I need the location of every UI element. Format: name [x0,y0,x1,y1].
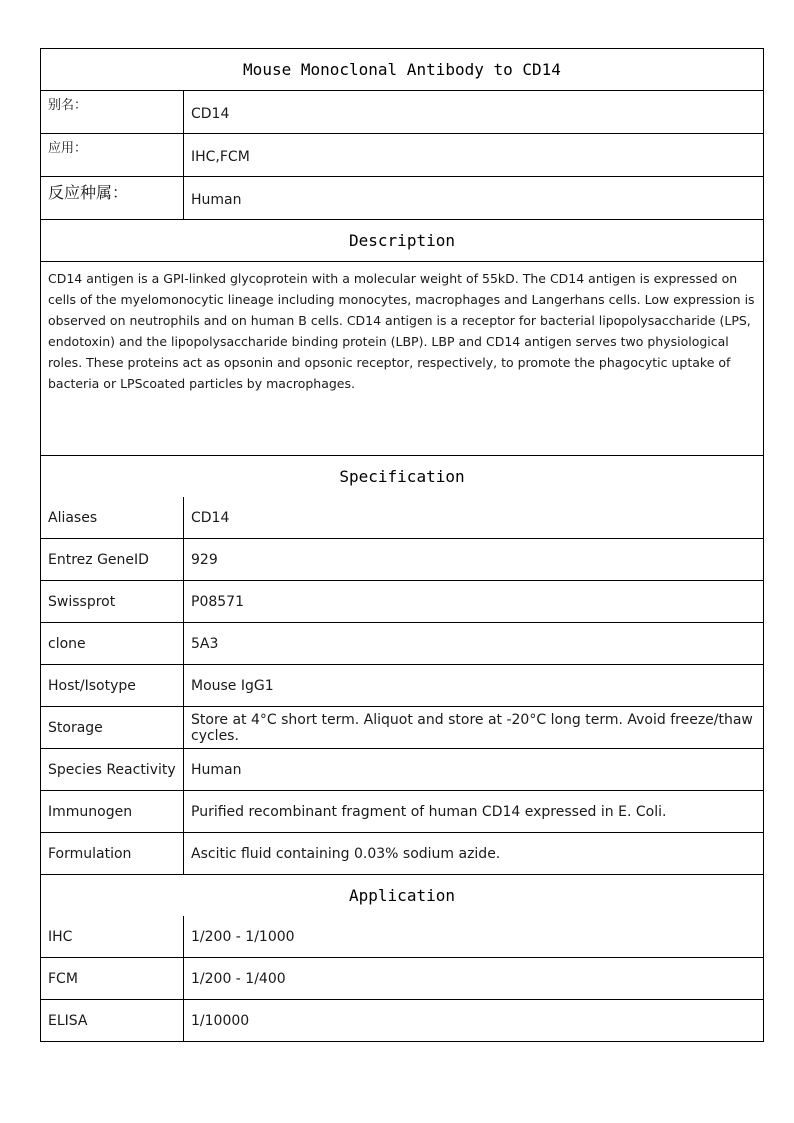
application-row [41,916,763,957]
application-rows [41,916,763,1041]
meta-row-application [41,133,763,176]
meta-value: IHC,FCM [191,149,250,165]
spec-row [41,538,763,580]
spec-label: Swissprot [41,581,184,622]
description-text: CD14 antigen is a GPI-linked glycoprotein with a molecular weight of 55kD. The CD14 antigen is expressed on cells of the myelomonocytic lineage including monocytes, macrophages and Langerhans cells. Low expression is observed on neutrophils and on human B cells. CD14 antigen is a receptor for bacterial lipopolysaccharide (LPS, endotoxin) and the lipopolysaccharide binding protein (LBP). LBP and CD14 antigen serves two physiological roles. These proteins act as opsonin and opsonic receptor, respectively, to promote the phagocytic uptake of bacteria or LPScoated particles by macrophages. [41,261,763,455]
spec-value: Human [191,761,242,778]
spec-value: Store at 4°C short term. Aliquot and store at -20°C long term. Avoid freeze/thaw cycles. [191,711,753,744]
spec-label: clone [41,623,184,664]
meta-row-alias [41,90,763,133]
spec-label: Aliases [41,497,184,538]
datasheet-table [40,48,764,1042]
spec-value: CD14 [191,509,230,526]
spec-row [41,622,763,664]
spec-value: Mouse IgG1 [191,677,274,694]
spec-label: Entrez GeneID [41,539,184,580]
spec-label: Formulation [41,833,184,874]
spec-row [41,832,763,874]
product-title: Mouse Monoclonal Antibody to CD14 [243,60,561,79]
spec-row [41,790,763,832]
spec-row [41,748,763,790]
application-label: FCM [41,958,184,999]
application-row [41,957,763,999]
spec-label: Host/Isotype [41,665,184,706]
application-value: 1/10000 [191,1012,250,1029]
spec-value: 929 [191,551,218,568]
spec-label: Immunogen [41,791,184,832]
application-heading: Application [41,874,763,916]
specification-rows [41,497,763,874]
application-label: IHC [41,916,184,957]
specification-heading: Specification [41,455,763,497]
meta-label: 应用： [41,134,184,176]
meta-row-species [41,176,763,219]
spec-row [41,706,763,748]
spec-row [41,580,763,622]
spec-value: Ascitic fluid containing 0.03% sodium azide. [191,845,501,862]
description-heading: Description [41,219,763,261]
spec-row [41,664,763,706]
spec-label: Storage [41,707,184,748]
meta-label: 别名： [41,91,184,133]
spec-value: P08571 [191,593,244,610]
application-value: 1/200 - 1/1000 [191,928,295,945]
application-value: 1/200 - 1/400 [191,970,286,987]
meta-label: 反应种属： [41,177,184,219]
spec-row [41,497,763,538]
spec-value: 5A3 [191,635,219,652]
meta-value: Human [191,192,242,208]
meta-value: CD14 [191,106,230,122]
spec-value: Purified recombinant fragment of human CD14 expressed in E. Coli. [191,803,667,820]
application-row [41,999,763,1041]
spec-label: Species Reactivity [41,749,184,790]
application-label: ELISA [41,1000,184,1041]
